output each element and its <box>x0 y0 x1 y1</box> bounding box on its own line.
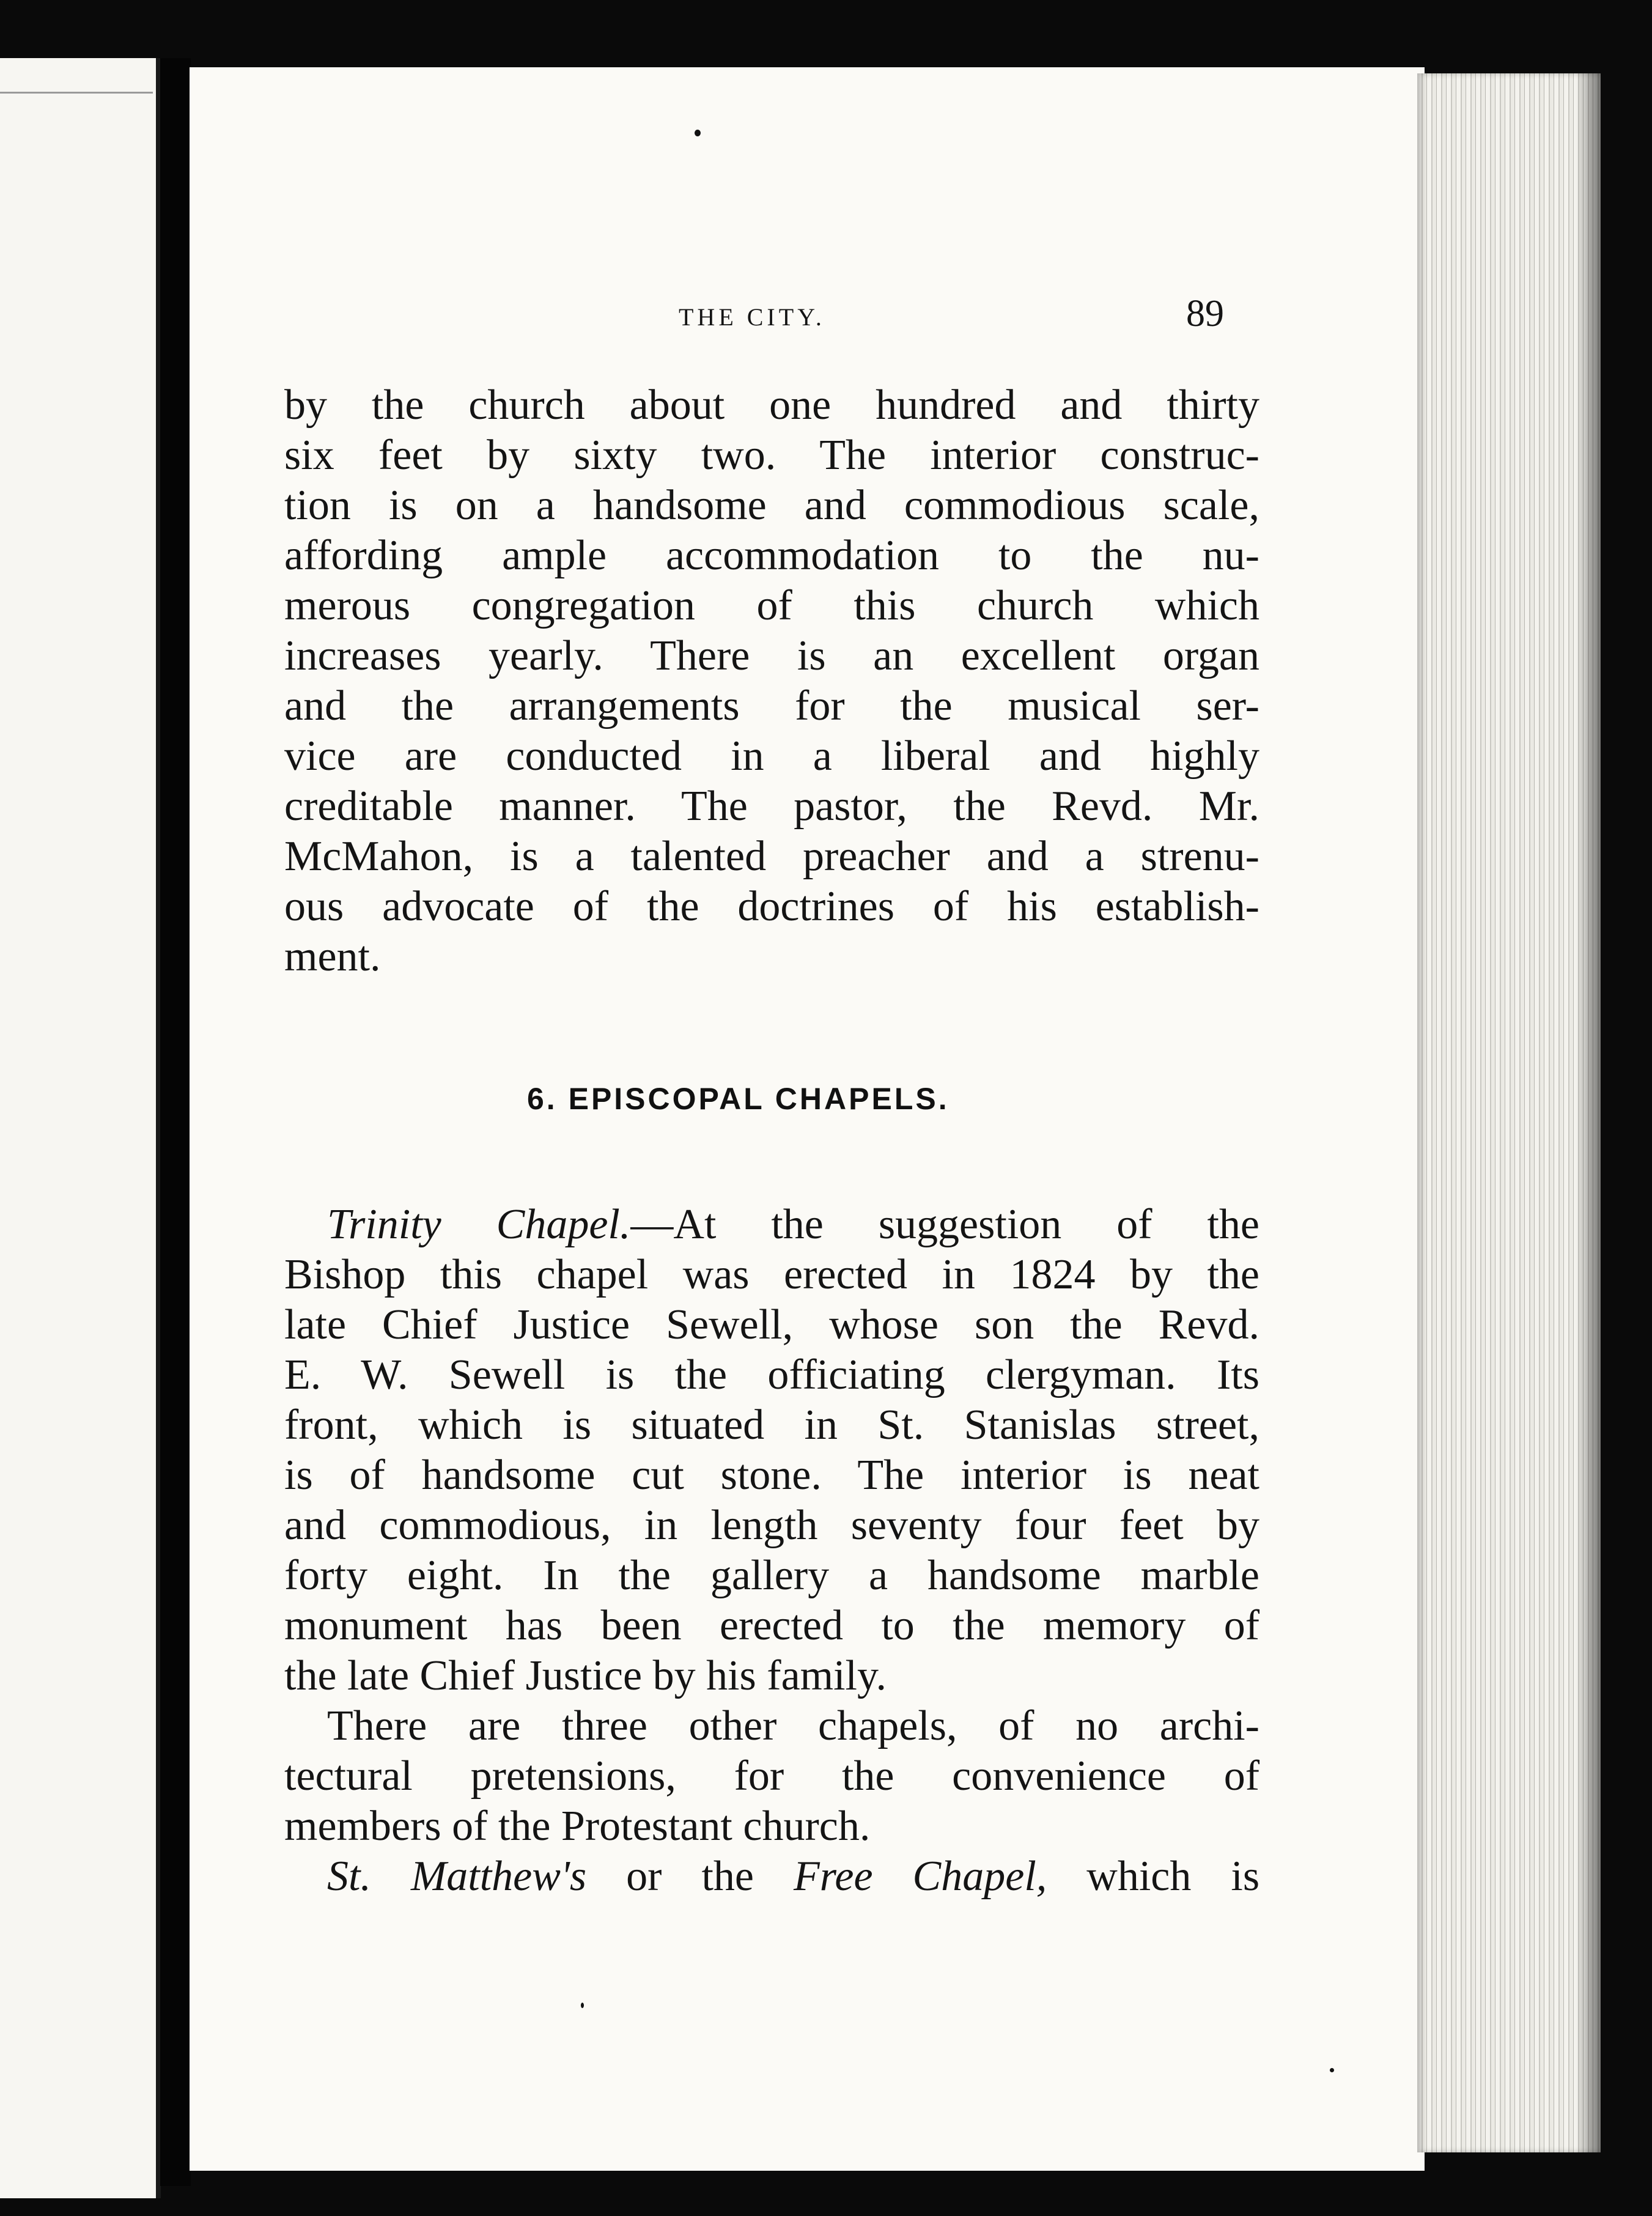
paragraph-lead-line <box>327 1852 1259 1902</box>
chapel-name: St. Matthew's <box>327 1853 587 1900</box>
body-line: tion is on a handsome and commodious scale, <box>284 482 1259 529</box>
body-line: front, which is situated in St. Stanislas street, <box>284 1402 1259 1449</box>
chapel-name: Trinity Chapel. <box>327 1201 631 1248</box>
body-line: E. W. Sewell is the officiating clergyman. Its <box>284 1351 1259 1398</box>
body-line: creditable manner. The pastor, the Revd. Mr. <box>284 783 1259 830</box>
body-line: affording ample accommodation to the nu- <box>284 532 1259 579</box>
connector-text: or the <box>626 1853 754 1900</box>
ink-speck <box>581 2003 584 2008</box>
chapel-name: Free Chapel, <box>794 1853 1047 1900</box>
body-line: ment. <box>284 933 381 980</box>
body-line: late Chief Justice Sewell, whose son the Revd. <box>284 1301 1259 1348</box>
ink-speck <box>695 130 701 136</box>
facing-page <box>0 58 161 2198</box>
body-line: monument has been erected to the memory of <box>284 1602 1259 1649</box>
body-line: Bishop this chapel was erected in 1824 by the <box>284 1251 1259 1298</box>
lead-text: —At the suggestion of the <box>630 1201 1259 1248</box>
body-line: McMahon, is a talented preacher and a strenu- <box>284 833 1259 880</box>
book-gutter <box>160 58 191 2186</box>
body-line: forty eight. In the gallery a handsome marble <box>284 1552 1259 1599</box>
running-title: THE CITY. <box>679 303 825 331</box>
body-line: vice are conducted in a liberal and highly <box>284 733 1259 780</box>
ink-speck <box>1330 2068 1334 2072</box>
page-number: 89 <box>1186 293 1224 334</box>
section-heading: 6. EPISCOPAL CHAPELS. <box>527 1082 950 1116</box>
body-line: six feet by sixty two. The interior construc- <box>284 432 1259 479</box>
body-line: members of the Protestant church. <box>284 1803 871 1850</box>
body-line: and the arrangements for the musical ser- <box>284 682 1259 729</box>
page-edges <box>1417 73 1601 2152</box>
body-line: ous advocate of the doctrines of his establish- <box>284 883 1259 930</box>
body-line: There are three other chapels, of no archi- <box>327 1702 1259 1749</box>
facing-page-edge <box>0 92 153 94</box>
paragraph-lead-line <box>327 1200 1259 1250</box>
body-line: tectural pretensions, for the convenience of <box>284 1752 1259 1800</box>
body-line: increases yearly. There is an excellent organ <box>284 632 1259 679</box>
body-line: and commodious, in length seventy four feet by <box>284 1502 1259 1549</box>
body-line: the late Chief Justice by his family. <box>284 1652 887 1699</box>
body-line: by the church about one hundred and thirty <box>284 382 1259 429</box>
body-line: is of handsome cut stone. The interior is neat <box>284 1452 1259 1499</box>
body-line: merous congregation of this church which <box>284 582 1259 629</box>
lead-text: which is <box>1086 1853 1260 1900</box>
